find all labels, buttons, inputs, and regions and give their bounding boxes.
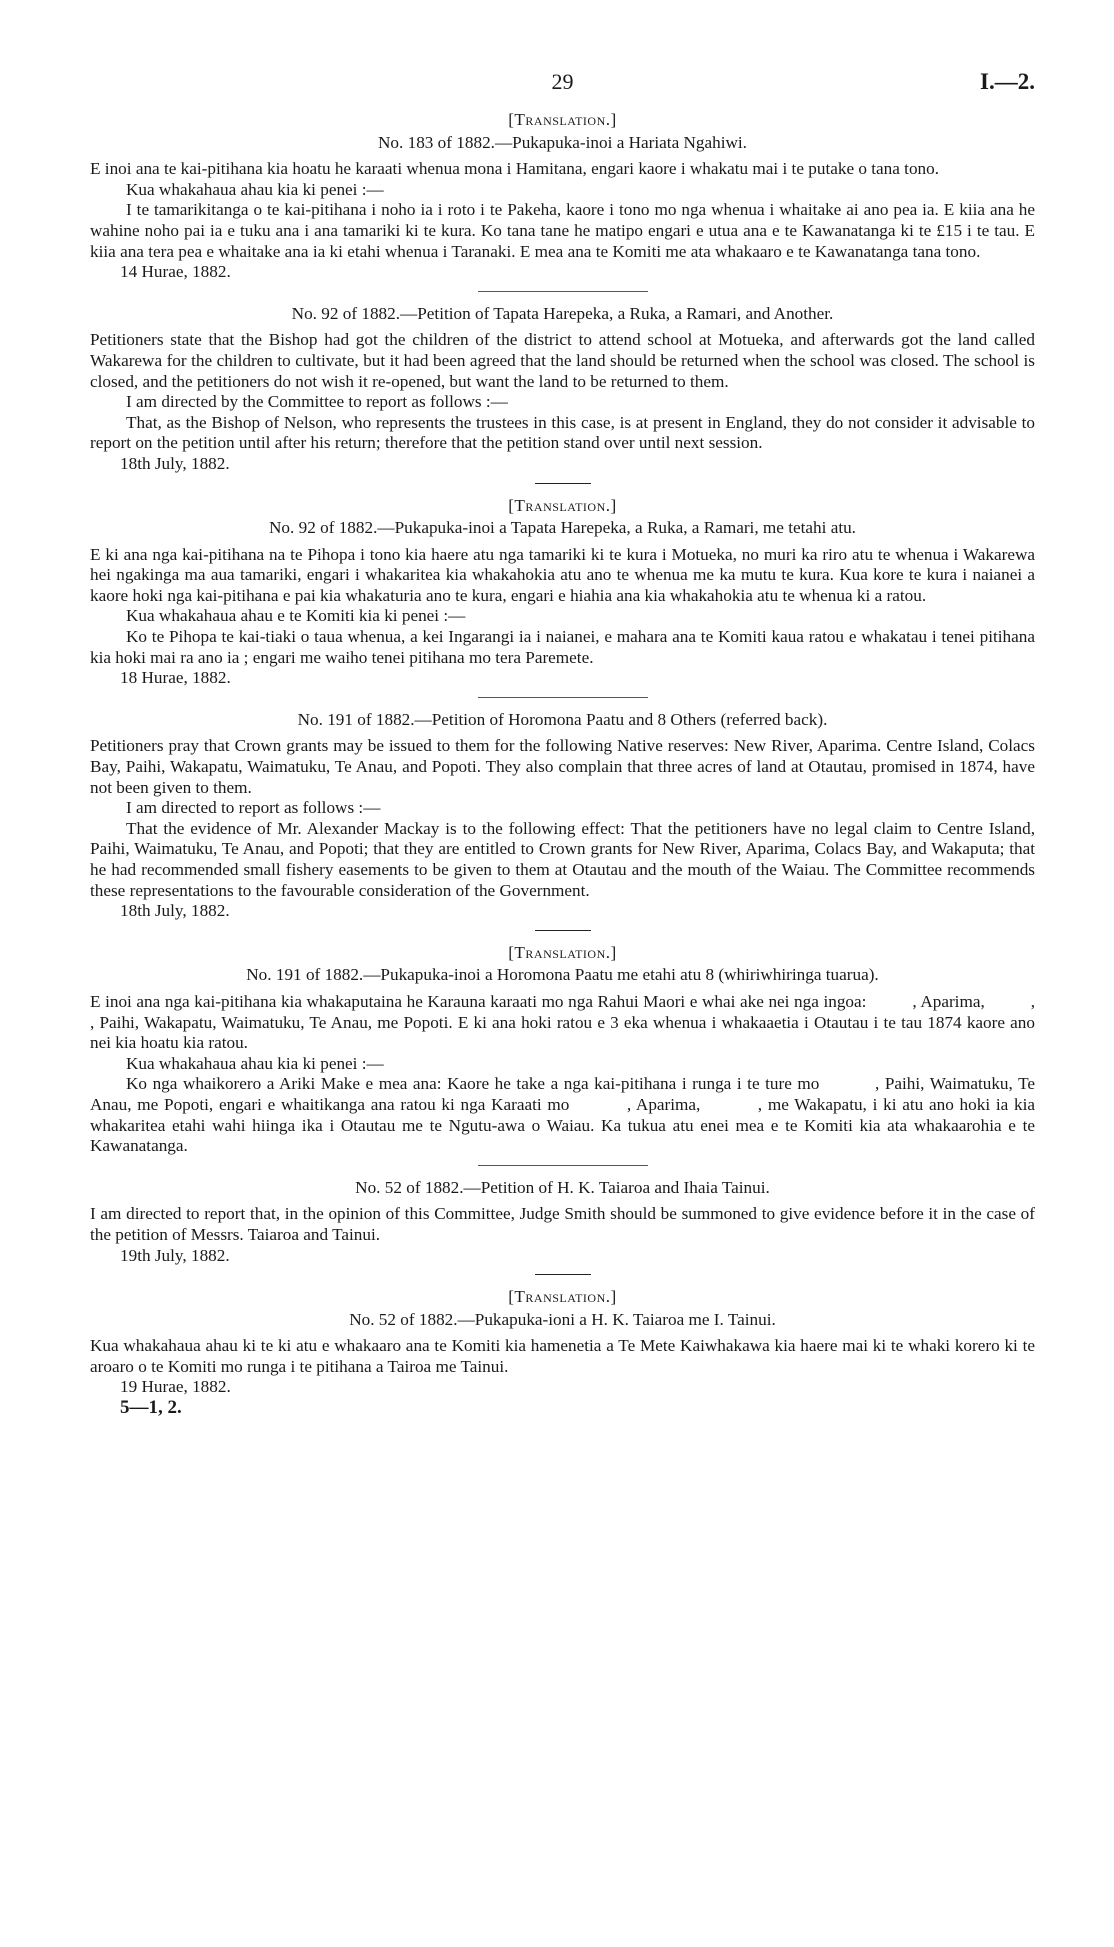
paragraph: Petitioners pray that Crown grants may be issued to them for the following Native reserves: New River, Aparima. Centre Island, Colacs Bay, Paihi, Wakapatu, Waimatuku, Te Anau, and Popoti. They also complain that three acres of land at Otautau, promised in 1874, have not been given to them. xyxy=(90,736,1035,797)
paragraph: That the evidence of Mr. Alexander Mackay is to the following effect: That the petitioners have no legal claim to Centre Island, Paihi, Waimatuku, Te Anau, and Popoti; that they are entitled to Crown grants for New River, Aparima, Colacs Bay, and Wakaputa; that he had recommended small fishery easements to be given to them at Otautau and the mouth of the Waiau. The Committee recommends these representations to the favourable consideration of the Government. xyxy=(90,818,1035,900)
translation-label: [Translation.] xyxy=(508,942,617,962)
section-divider xyxy=(478,291,648,292)
date-line: 14 Hurae, 1882. xyxy=(120,262,231,282)
section-divider xyxy=(535,483,591,484)
translation-label: [Translation.] xyxy=(508,495,617,515)
paragraph: Ko te Pihopa te kai-tiaki o taua whenua, a kei Ingarangi ia i naianei, e mahara ana te Komiti kaua ratou e whakatau i tenei pitihana kia hoki mai ra ano ia ; engari me waiho tenei pitihana mo tera Paremete. xyxy=(90,627,1035,667)
petition-title: No. 191 of 1882.—Pukapuka-inoi a Horomona Paatu me etahi atu 8 (whiriwhiringa tuarua). xyxy=(246,965,879,985)
date-line: 18th July, 1882. xyxy=(120,453,230,473)
document-page xyxy=(90,62,1078,1419)
paragraph: Kua whakahaua ahau ki te ki atu e whakaaro ana te Komiti kia hamenetia a Te Mete Kaiwhakawa kia haere mai ki te whaki korero ki te aroaro o te Komiti mo runga i te pitihana a Tairoa me Tainui. xyxy=(90,1336,1035,1376)
section-divider xyxy=(535,1274,591,1275)
petition-title: No. 52 of 1882.—Pukapuka-ioni a H. K. Taiaroa me I. Tainui. xyxy=(349,1309,776,1329)
paragraph: Kua whakahaua ahau kia ki penei :— xyxy=(126,179,384,199)
section-divider xyxy=(478,1165,648,1166)
paragraph: Kua whakahaua ahau kia ki penei :— xyxy=(126,1053,384,1073)
petition-title: No. 191 of 1882.—Petition of Horomona Paatu and 8 Others (referred back). xyxy=(297,709,828,729)
page-header xyxy=(90,62,1035,110)
petition-title: No. 183 of 1882.—Pukapuka-inoi a Hariata Ngahiwi. xyxy=(378,132,747,152)
paragraph: That, as the Bishop of Nelson, who represents the trustees in this case, is at present in England, they do not consider it advisable to report on the petition until after his return; therefore that the petition stand over until next session. xyxy=(90,412,1035,453)
paragraph: I am directed to report as follows :— xyxy=(126,798,381,818)
signature-mark: 5—1, 2. xyxy=(120,1397,182,1419)
paragraph: Ko nga whaikorero a Ariki Make e mea ana: Kaore he take a nga kai-pitihana i runga i te ture mo , Paihi, Waimatuku, Te Anau, me Popoti, engari e whaitikanga ana ratou ki nga Karaati mo , Aparima, , me Wakapatu, i ki atu ano hoki ia kia whakaritea etahi wahi hiinga ika i Otautau me te Ngutu-awa o Waiau. Ka tukua atu enei mea e te Komiti kia ata whakaarohia e te Kawanatanga. xyxy=(90,1074,1040,1156)
section-divider xyxy=(535,930,591,931)
paragraph: I am directed to report that, in the opinion of this Committee, Judge Smith should be summoned to give evidence before it in the case of the petition of Messrs. Taiaroa and Tainui. xyxy=(90,1204,1035,1244)
translation-label: [Translation.] xyxy=(508,1287,617,1307)
petition-title: No. 52 of 1882.—Petition of H. K. Taiaroa and Ihaia Tainui. xyxy=(355,1177,770,1197)
section-divider xyxy=(478,697,648,698)
paragraph: E inoi ana nga kai-pitihana kia whakaputaina he Karauna karaati mo nga Rahui Maori e whai ake nei nga ingoa: , Aparima, , , Paihi, Wakapatu, Waimatuku, Te Anau, me Popoti. E ki ana hoki ratou e 3 eka whenua i whakaaetia i Otautau i te tau 1874 kaore ano nei kia hoatu kia ratou. xyxy=(90,991,1078,1053)
date-line: 19th July, 1882. xyxy=(120,1245,230,1265)
document-reference: I.—2. xyxy=(980,69,1035,94)
paragraph: Kua whakahaua ahau e te Komiti kia ki penei :— xyxy=(126,606,466,626)
petition-title: No. 92 of 1882.—Pukapuka-inoi a Tapata Harepeka, a Ruka, a Ramari, me tetahi atu. xyxy=(269,518,856,538)
paragraph: E inoi ana te kai-pitihana kia hoatu he karaati whenua mona i Hamitana, engari kaore i whakatu mai i te putake o tana tono. xyxy=(90,159,940,179)
paragraph: I te tamarikitanga o te kai-pitihana i noho ia i roto i te Pakeha, kaore i tono mo nga whenua i whaitake ai ano pea ia. E kiia ana he wahine noho pai ia e tuku ana i ana tamariki ki te kura. Ko tana tane he matipo engari e utua ana e te Kawanatanga ki te £15 i te tau. E kiia ana tera pea e whaitake ana ia ki etahi whenua i Taranaki. E mea ana te Komiti me ata whakaaro e te Kawanatanga tana tono. xyxy=(90,200,1035,261)
paragraph: I am directed by the Committee to report as follows :— xyxy=(126,392,508,412)
date-line: 18th July, 1882. xyxy=(120,901,230,921)
paragraph: Petitioners state that the Bishop had got the children of the district to attend school at Motueka, and afterwards got the land called Wakarewa for the children to cultivate, but it had been agreed that the land should be returned when the school was closed. The school is closed, and the petitioners do not wish it re-opened, but want the land to be returned to them. xyxy=(90,330,1035,391)
paragraph: E ki ana nga kai-pitihana na te Pihopa i tono kia haere atu nga tamariki ki te kura i Motueka, no muri ka riro atu te whenua i Wakarewa hei ngakinga ma aua tamariki, engari i whakaritea kia whakahokia atu ano te whenua me ka mutu te kura. Kua kore te kura i naianei a kaore hoki nga kai-pitihana e pai kia whakaturia ano te kura, engari e hiahia ana kia whakahokia atu te whenua ki a ratou. xyxy=(90,544,1035,605)
translation-label: [Translation.] xyxy=(508,110,617,129)
petition-title: No. 92 of 1882.—Petition of Tapata Harepeka, a Ruka, a Ramari, and Another. xyxy=(291,303,834,323)
date-line: 18 Hurae, 1882. xyxy=(120,668,231,688)
page-number: 29 xyxy=(551,69,574,94)
date-line: 19 Hurae, 1882. xyxy=(120,1377,231,1397)
